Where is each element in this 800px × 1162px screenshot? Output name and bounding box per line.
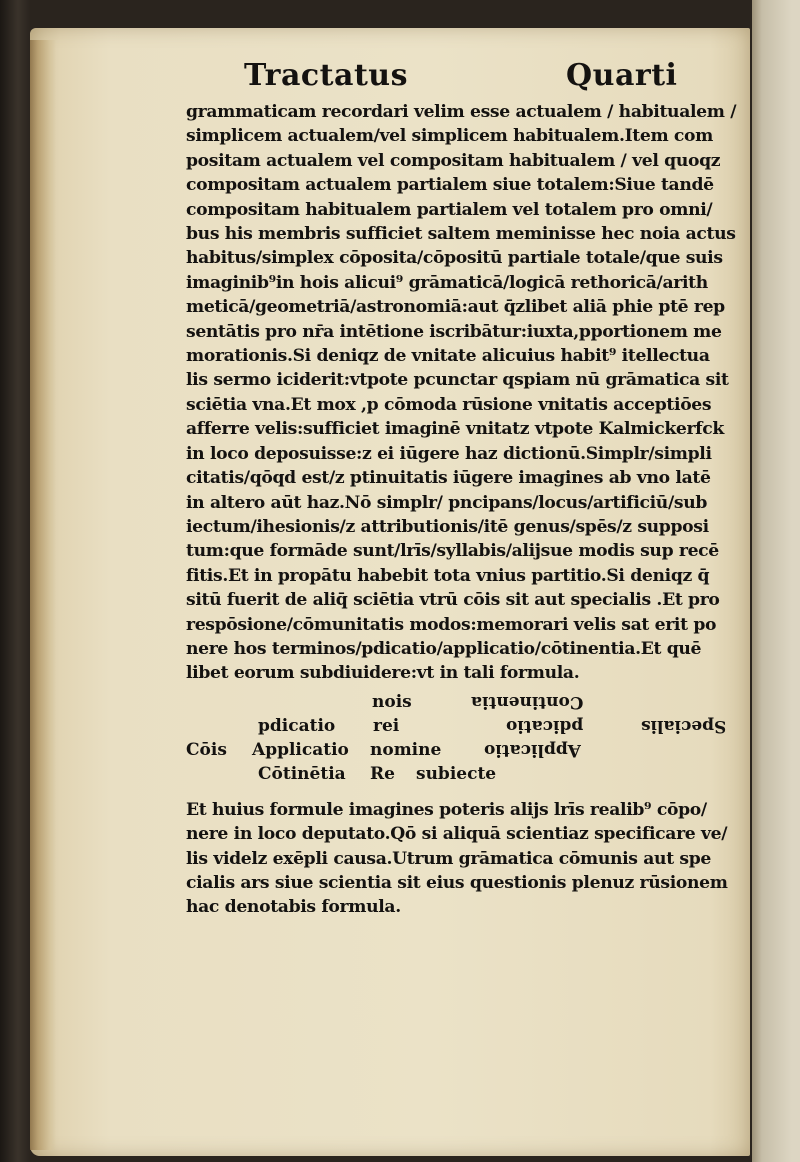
text-line: lis videlz exēpli causa.Utrum grāmatica cōmunis aut spe [186,848,712,869]
formula-cotinetia: Cōtinētia [258,763,346,784]
formula-re: Re [370,763,395,784]
text-line: positam actualem vel compositam habitualem / vel quoqz [186,150,721,171]
text-line: sentātis pro nr̄a intētione iscribātur:iuxta,pportionem me [186,321,722,342]
text-line: fitis.Et in propātu habebit tota vnius partitio.Si deniqz q̄ [186,565,710,586]
text-line: imaginib⁹in hois alicui⁹ grāmaticā/logicā rethoricā/arith [186,272,708,293]
running-head-right: Quarti [566,58,678,93]
inverted-text: pdicatio [506,715,584,736]
facing-page-edge [752,0,800,1162]
inverted-text: Specialis [641,715,727,736]
text-line: iectum/ihesionis/z attributionis/itē genus/spēs/z supposi [186,516,709,537]
text-line: habitus/simplex cōposita/cōpositū partiale totale/que suis [186,248,723,269]
text-line: grammaticam recordari velim esse actualem / habitualem / [186,102,737,122]
text-line: in loco deposuisse:z ei iūgere haz dictionū.Simplr/simpli [186,443,712,464]
text-line: sciētia vna.Et mox ,p cōmoda rūsione vnitatis acceptiōes [186,394,712,415]
running-head [186,58,746,98]
text-line: morationis.Si deniqz de vnitate alicuius habit⁹ itellectua [186,346,710,367]
page-text [186,58,746,920]
text-line: libet eorum subdiuidere:vt in tali formula. [186,663,580,684]
running-head-left: Tractatus [244,58,409,93]
text-line: afferre velis:sufficiet imaginē vnitatz vtpote Kalmickerfck [186,419,724,440]
text-line: nere hos terminos/pdicatio/applicatio/cōtinentia.Et quē [186,638,702,659]
text-line: lis sermo iciderit:vtpote pcunctar qspiam nū grāmatica sit [186,370,729,391]
page-gutter [30,40,56,1150]
formula-rei: rei [373,715,400,736]
formula-nomine: nomine [370,739,442,760]
text-line: meticā/geometriā/astronomiā:aut q̄zlibet aliā phie ptē rep [186,297,725,318]
text-line: in altero aūt haz.Nō simplr/ pncipans/locus/artificiū/sub [186,492,708,513]
inverted-text: Applicatio [484,739,581,760]
text-line: simplicem actualem/vel simplicem habitualem.Item com [186,126,714,147]
body-text-block [186,100,746,686]
formula-applicatio: Applicatio [252,739,349,760]
text-line: nere in loco deputato.Qō si aliquā scientiaz specificare ve/ [186,824,728,845]
formula-cois: Cōis [186,739,227,760]
formula-pdicatio: pdicatio [258,715,336,736]
text-line: hac denotabis formula. [186,897,401,918]
body-text-block-2 [186,798,746,920]
formula-subiecte: subiecte [416,763,497,784]
text-line: Et huius formule imagines poteris alijs lrīs realib⁹ cōpo/ [186,799,707,820]
formula-diagram [186,688,746,796]
formula-nois: nois [372,691,412,712]
text-line: sitū fuerit de aliq̄ sciētia vtrū cōis sit aut specialis .Et pro [186,590,720,611]
text-line: compositam habitualem partialem vel totalem pro omni/ [186,199,713,220]
text-line: citatis/qōqd est/z ptinuitatis iūgere imagines ab vno latē [186,468,711,489]
text-line: compositam actualem partialem siue totalem:Siue tandē [186,175,714,196]
text-line: tum:que formāde sunt/lrīs/syllabis/alijsue modis sup recē [186,541,719,562]
text-line: cialis ars siue scientia sit eius questionis plenuz rūsionem [186,872,728,893]
text-line: respōsione/cōmunitatis modos:memorari velis sat erit po [186,614,717,635]
inverted-text: Continentia [471,691,584,712]
text-line: bus his membris sufficiet saltem meminisse hec noia actus [186,224,736,245]
